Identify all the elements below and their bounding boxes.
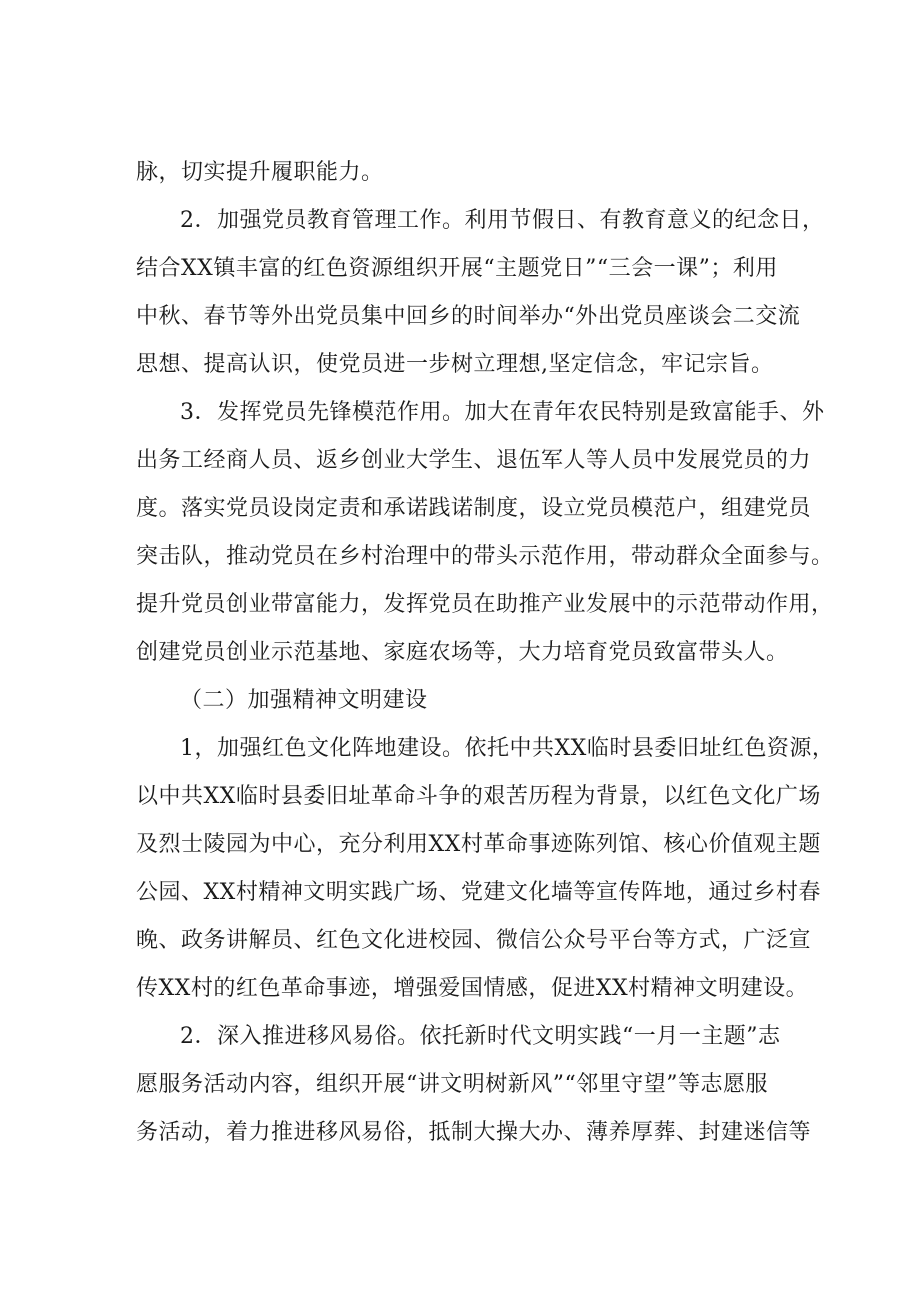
text-line: 脉，切实提升履职能力。 bbox=[136, 160, 384, 185]
text-line: 传XX村的红色革命事迹，增强爱国情感，促进XX村精神文明建设。 bbox=[136, 976, 809, 1001]
text-line: 以中共XX临时县委旧址革命斗争的艰苦历程为背景，以红色文化广场 bbox=[136, 784, 821, 809]
text-line: 度。落实党员设岗定责和承诺践诺制度，设立党员模范户，组建党员 bbox=[136, 496, 812, 521]
text-line: 提升党员创业带富能力，发挥党员在助推产业发展中的示范带动作用， bbox=[136, 592, 834, 617]
text-line: 务活动，着力推进移风易俗，抵制大操大办、薄养厚葬、封建迷信等 bbox=[136, 1120, 812, 1145]
text-line: 晚、政务讲解员、红色文化进校园、微信公众号平台等方式，广泛宣 bbox=[136, 928, 812, 953]
text-line: 出务工经商人员、返乡创业大学生、退伍军人等人员中发展党员的力 bbox=[136, 448, 812, 473]
text-line: 结合XX镇丰富的红色资源组织开展“主题党日”“三会一课”；利用 bbox=[136, 256, 778, 281]
text-line: 愿服务活动内容，组织开展“讲文明树新风”“邻里守望”等志愿服 bbox=[136, 1072, 768, 1097]
text-line: 公园、XX村精神文明实践广场、党建文化墙等宣传阵地，通过乡村春 bbox=[136, 880, 821, 905]
paragraph-start: 1，加强红色文化阵地建设。依托中共XX临时县委旧址红色资源， bbox=[180, 736, 835, 761]
text-line: 思想、提高认识，使党员进一步树立理想,坚定信念，牢记宗旨。 bbox=[136, 352, 774, 377]
section-heading: （二）加强精神文明建设 bbox=[180, 688, 428, 713]
text-line: 中秋、春节等外出党员集中回乡的时间举办“外出党员座谈会二交流 bbox=[136, 304, 801, 329]
paragraph-start: 2．加强党员教育管理工作。利用节假日、有教育意义的纪念日， bbox=[180, 208, 825, 233]
text-line: 创建党员创业示范基地、家庭农场等，大力培育党员致富带头人。 bbox=[136, 640, 789, 665]
text-line: 突击队，推动党员在乡村治理中的带头示范作用，带动群众全面参与。 bbox=[136, 544, 834, 569]
paragraph-start: 2．深入推进移风易俗。依托新时代文明实践“一月一主题”志 bbox=[180, 1024, 781, 1049]
paragraph-start: 3．发挥党员先锋模范作用。加大在青年农民特别是致富能手、外 bbox=[180, 400, 825, 425]
text-line: 及烈士陵园为中心，充分利用XX村革命事迹陈列馆、核心价值观主题 bbox=[136, 832, 821, 857]
